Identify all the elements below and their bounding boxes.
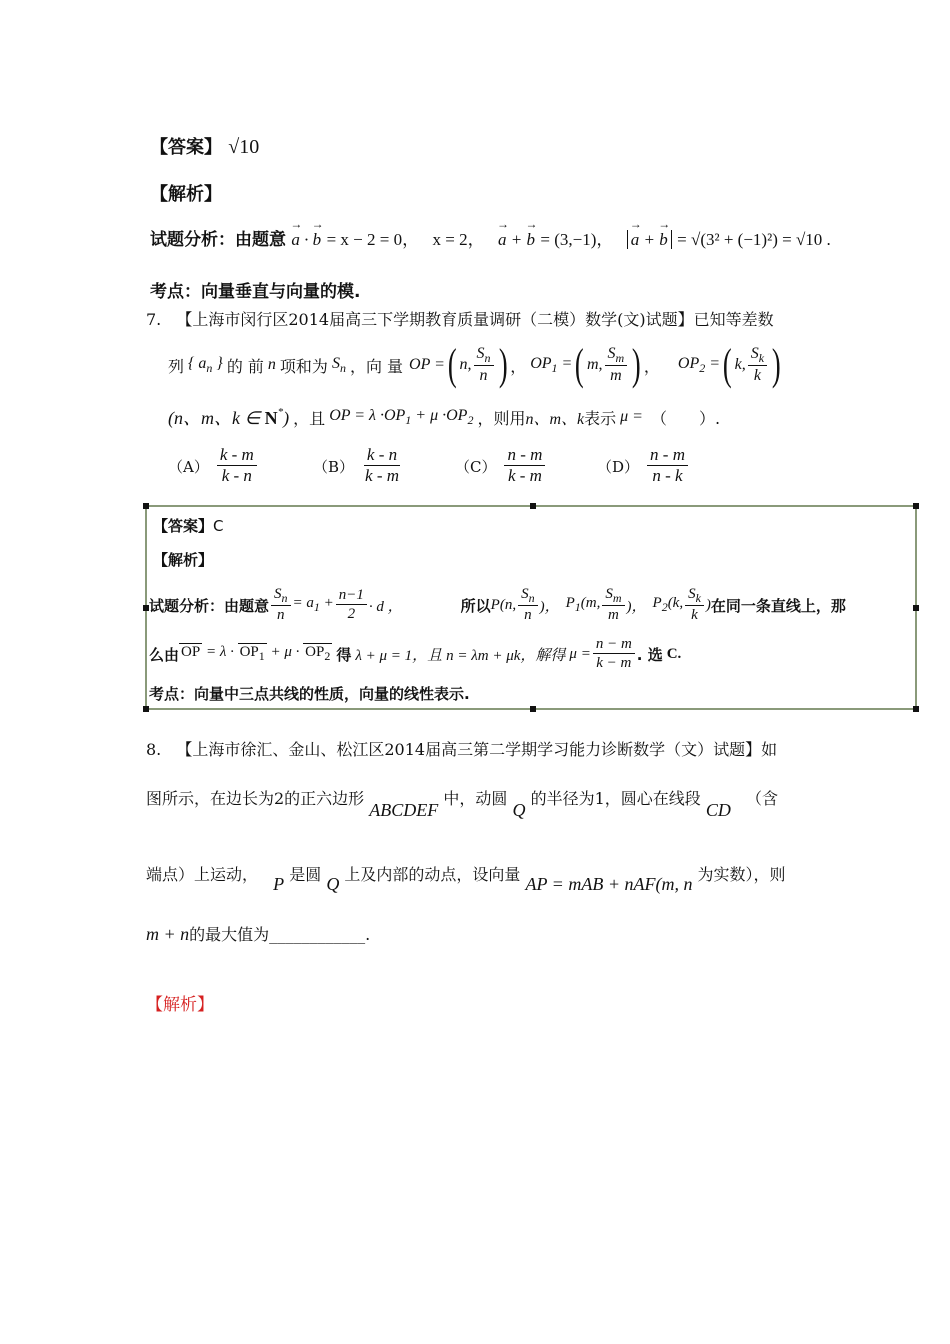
box-line2-c: λ + μ = 1，且: [355, 647, 443, 664]
seq-an: { $a_n$ }: [188, 354, 223, 375]
q8-line2-b: 中，动圆: [443, 789, 508, 808]
q8-line3-d: 为实数），则: [697, 865, 786, 884]
circle-Q-2: Q: [326, 874, 340, 894]
q6-analysis-line: [150, 225, 831, 250]
resize-handle-tl[interactable]: [143, 503, 149, 509]
vec-OP: OP =: [409, 356, 445, 373]
q7-stem2-c: 项和为: [279, 356, 328, 376]
q8-line4: [146, 922, 370, 945]
box-line1-b: 所以: [460, 596, 491, 615]
q7-stem2-d: ，向 量: [349, 356, 404, 376]
answer-label: 【答案】: [150, 137, 222, 158]
q6-kaodian: 考点：向量垂直与向量的模.: [150, 282, 361, 302]
q6-answer: [150, 133, 259, 159]
box-kaodian: 考点：向量中三点共线的性质，向量的线性表示.: [149, 685, 470, 703]
circle-Q: Q: [512, 800, 526, 820]
q8-source: 【上海市徐汇、金山、松江区2014届高三第二学期学习能力诊断数学（文）试题】: [176, 740, 762, 759]
option-num: k - m: [217, 446, 257, 466]
q7-answer-box[interactable]: [145, 505, 917, 710]
q7-stem1: 已知等差数: [693, 310, 774, 329]
q8-analysis-label: 【解析】: [146, 995, 214, 1015]
option-den: n - k: [652, 465, 683, 485]
resize-handle-br[interactable]: [913, 706, 919, 712]
resize-handle-bl[interactable]: [143, 706, 149, 712]
box-line2: 么由 OP = $\lambda \cdot OP_1 + \mu \cdot OP_2$ 得 λ + μ = 1，且 n = λm + μk，解得 μ = $\frac{n - m}{k - m}$ . 选 C.: [149, 636, 682, 671]
box-line1: 试题分析：由题意 $\frac{S_n}{n}$ = $a_1$ + $\frac{n-1}{2}$ · d ， 所以 P(n, $\frac{S_n}{n}$ )， $P_1(m$, $\frac{S_m}{m}$ )， $P_2(k$, $\frac{S_k}{k}$ ) 在同一条直线上，那: [149, 585, 846, 624]
option-den: k - m: [365, 465, 400, 485]
vector-sum: → a + → b: [498, 230, 535, 249]
box-answer: [153, 515, 224, 536]
box-line1-c: 在同一条直线上，那: [710, 596, 846, 615]
answer-blank[interactable]: ____________: [269, 925, 366, 944]
option-label: （A）: [168, 457, 209, 476]
dot-product: → a · → b: [291, 230, 321, 249]
q7-option-d: [597, 446, 690, 486]
resize-handle-tm[interactable]: [530, 503, 536, 509]
segment-CD: CD: [705, 800, 731, 820]
option-num: n - m: [504, 446, 545, 466]
q7-number: 7.: [146, 310, 162, 329]
option-num: k - n: [364, 446, 400, 466]
nmk-cond: (n、m、k ∈ N*): [168, 406, 290, 428]
option-label: （D）: [597, 457, 640, 476]
q7-source: 【上海市闵行区2014届高三下学期教育质量调研（二模）数学(文)试题】: [176, 310, 694, 329]
q8-stem1-end: 如: [761, 740, 778, 759]
q8-line2-d: （含: [745, 789, 778, 808]
box-line2-d: n = λm + μk，解得: [446, 647, 566, 664]
q8-line2-a: 图所示，在边长为2的正六边形: [146, 789, 365, 808]
q7-line3: [168, 402, 720, 432]
q8-line2: [146, 786, 778, 826]
point-P: P: [273, 874, 285, 894]
option-den: k - m: [507, 465, 542, 485]
abs-vector-sum: → a + → b: [627, 230, 672, 249]
resize-handle-tr[interactable]: [913, 503, 919, 509]
option-label: （C）: [455, 457, 497, 476]
hexagon-label: ABCDEF: [369, 800, 439, 820]
eq2: x = 2，: [432, 230, 485, 249]
q7-line2: 列 { $a_n$ } 的 前 n 项和为 $S_n$ ，向 量 OP = ( n, $\frac{S_n}{n}$ ) ， $OP_1$ = ( m, $\frac{S_m}{m}$ ) ， $OP_2$ = ( k, $\frac{S_k}{k}$ ): [168, 340, 781, 389]
vec-OP2: $OP_2$ =: [677, 354, 721, 375]
vec-OP1: $OP_1$ =: [530, 354, 573, 375]
q7-stem3-b: ，则用: [477, 408, 526, 428]
mu-eq: μ =: [620, 408, 643, 425]
q8-line1: [146, 737, 777, 760]
var-n: n: [267, 356, 276, 373]
box-line2-b: 得: [336, 645, 352, 664]
box-line2-e: . 选: [636, 645, 663, 664]
box-line1-a: 试题分析：由题意: [149, 596, 270, 615]
q7-option-c: [455, 446, 547, 486]
op-combination: OP = $\lambda \cdot OP_1 + \mu \cdot OP_2$: [329, 406, 474, 427]
answer-value: √10: [228, 136, 260, 158]
option-den: k - n: [221, 465, 252, 485]
q7-stem2-b: 的 前: [226, 356, 264, 376]
q7-stem3-c: 表示: [584, 408, 617, 428]
q8-line3-a: 端点）上运动，: [146, 865, 259, 884]
q7-stem2-a: 列: [168, 356, 185, 376]
q8-line4-end: .: [365, 925, 371, 944]
q8-line3: [146, 862, 786, 902]
q8-number: 8.: [146, 740, 162, 759]
q8-line4-b: 的最大值为: [189, 925, 270, 944]
box-line2-choice: C.: [666, 645, 682, 662]
eq4: = √(3² + (−1)²) = √10 .: [677, 230, 831, 249]
q8-line3-b: 是圆: [289, 865, 322, 884]
option-num: n - m: [647, 446, 688, 466]
analysis-prefix: 试题分析：由题意: [150, 230, 286, 250]
var-Sn: $S_n$: [331, 354, 346, 375]
resize-handle-bm[interactable]: [530, 706, 536, 712]
nmk: n、m、k: [525, 410, 585, 428]
q7-line1: [146, 307, 774, 330]
box-answer-label: 【答案】: [153, 517, 214, 535]
box-answer-value: C: [213, 517, 224, 535]
eq1: = x − 2 = 0，: [326, 230, 420, 249]
resize-handle-mr[interactable]: [913, 605, 919, 611]
vector-eq: AP = mAB + nAF(m, n: [525, 874, 693, 894]
box-line2-a: 么由: [149, 645, 180, 664]
q7-blank: （ ）.: [650, 408, 721, 428]
q6-analysis-label: 【解析】: [150, 184, 222, 205]
q8-line3-c: 上及内部的动点，设向量: [344, 865, 521, 884]
m-plus-n: m + n: [146, 924, 190, 944]
q7-stem3-a: ，且: [293, 408, 326, 428]
option-label: （B）: [313, 457, 355, 476]
q7-option-b: [313, 446, 404, 486]
box-analysis-label: 【解析】: [153, 551, 214, 569]
q7-option-a: [168, 446, 259, 486]
eq3: = (3,−1)，: [540, 230, 614, 249]
q8-line2-c: 的半径为1，圆心在线段: [530, 789, 701, 808]
